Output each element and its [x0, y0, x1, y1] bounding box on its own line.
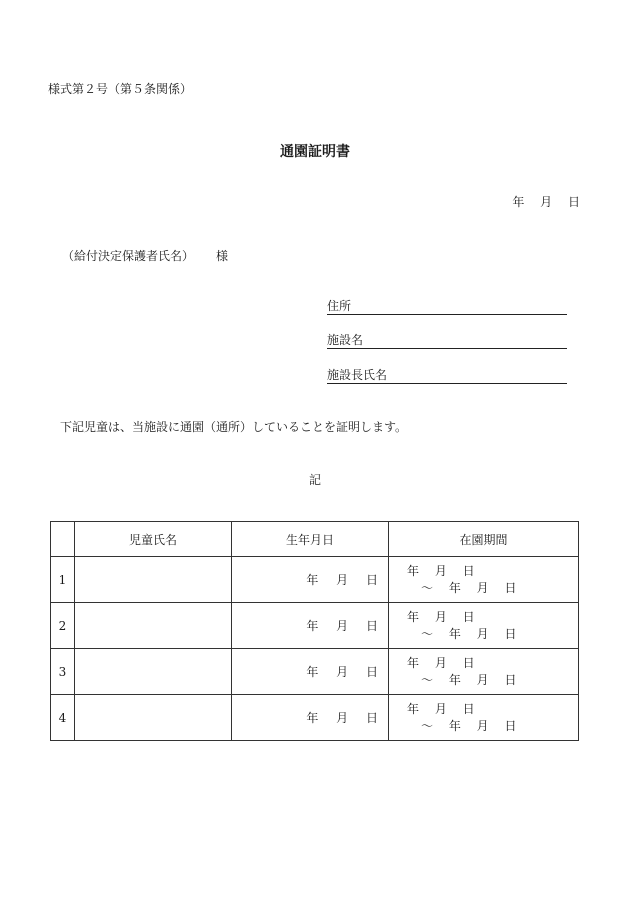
row-number: 4	[51, 695, 75, 741]
issue-date-line: 年 月 日	[512, 195, 580, 209]
child-name-cell	[75, 649, 232, 695]
signature-address-line	[327, 297, 567, 315]
child-name-cell	[75, 557, 232, 603]
recipient-name-placeholder: （給付決定保護者氏名）	[62, 249, 195, 263]
recipient-line	[62, 247, 228, 264]
period-end: ～ 年 月 日	[421, 581, 517, 595]
signature-director-line	[327, 366, 567, 384]
row-number: 2	[51, 603, 75, 649]
signature-facility-line	[327, 331, 567, 349]
table-row	[51, 695, 579, 741]
enrollment-period-cell	[389, 603, 579, 649]
row-number: 3	[51, 649, 75, 695]
birth-date-cell: 年 月 日	[232, 695, 389, 741]
table-header-row	[51, 522, 579, 557]
birth-date-cell: 年 月 日	[232, 649, 389, 695]
birth-date-cell: 年 月 日	[232, 603, 389, 649]
period-start: 年 月 日	[407, 702, 475, 716]
period-start: 年 月 日	[407, 656, 475, 670]
header-enrollment-period: 在園期間	[389, 522, 579, 557]
header-number	[51, 522, 75, 557]
birth-date-cell: 年 月 日	[232, 557, 389, 603]
child-name-cell	[75, 603, 232, 649]
enrollment-period-cell	[389, 649, 579, 695]
table-row	[51, 603, 579, 649]
period-start: 年 月 日	[407, 610, 475, 624]
note-mark: 記	[308, 473, 321, 487]
enrollment-period-cell	[389, 695, 579, 741]
header-birth-date: 生年月日	[232, 522, 389, 557]
period-end: ～ 年 月 日	[421, 673, 517, 687]
child-name-cell	[75, 695, 232, 741]
form-number: 様式第２号（第５条関係）	[48, 82, 193, 96]
header-child-name: 児童氏名	[75, 522, 232, 557]
table-row	[51, 557, 579, 603]
certification-statement: 下記児童は、当施設に通園（通所）していることを証明します。	[60, 420, 408, 434]
signature-address-label: 住所	[327, 299, 352, 313]
period-end: ～ 年 月 日	[421, 719, 517, 733]
enrollment-period-cell	[389, 557, 579, 603]
signature-facility-label: 施設名	[327, 333, 364, 347]
table-row	[51, 649, 579, 695]
period-end: ～ 年 月 日	[421, 627, 517, 641]
period-start: 年 月 日	[407, 564, 475, 578]
children-table	[50, 521, 579, 741]
signature-director-label: 施設長氏名	[327, 368, 388, 382]
recipient-honorific: 様	[216, 249, 229, 263]
row-number: 1	[51, 557, 75, 603]
document-title: 通園証明書	[280, 144, 350, 160]
